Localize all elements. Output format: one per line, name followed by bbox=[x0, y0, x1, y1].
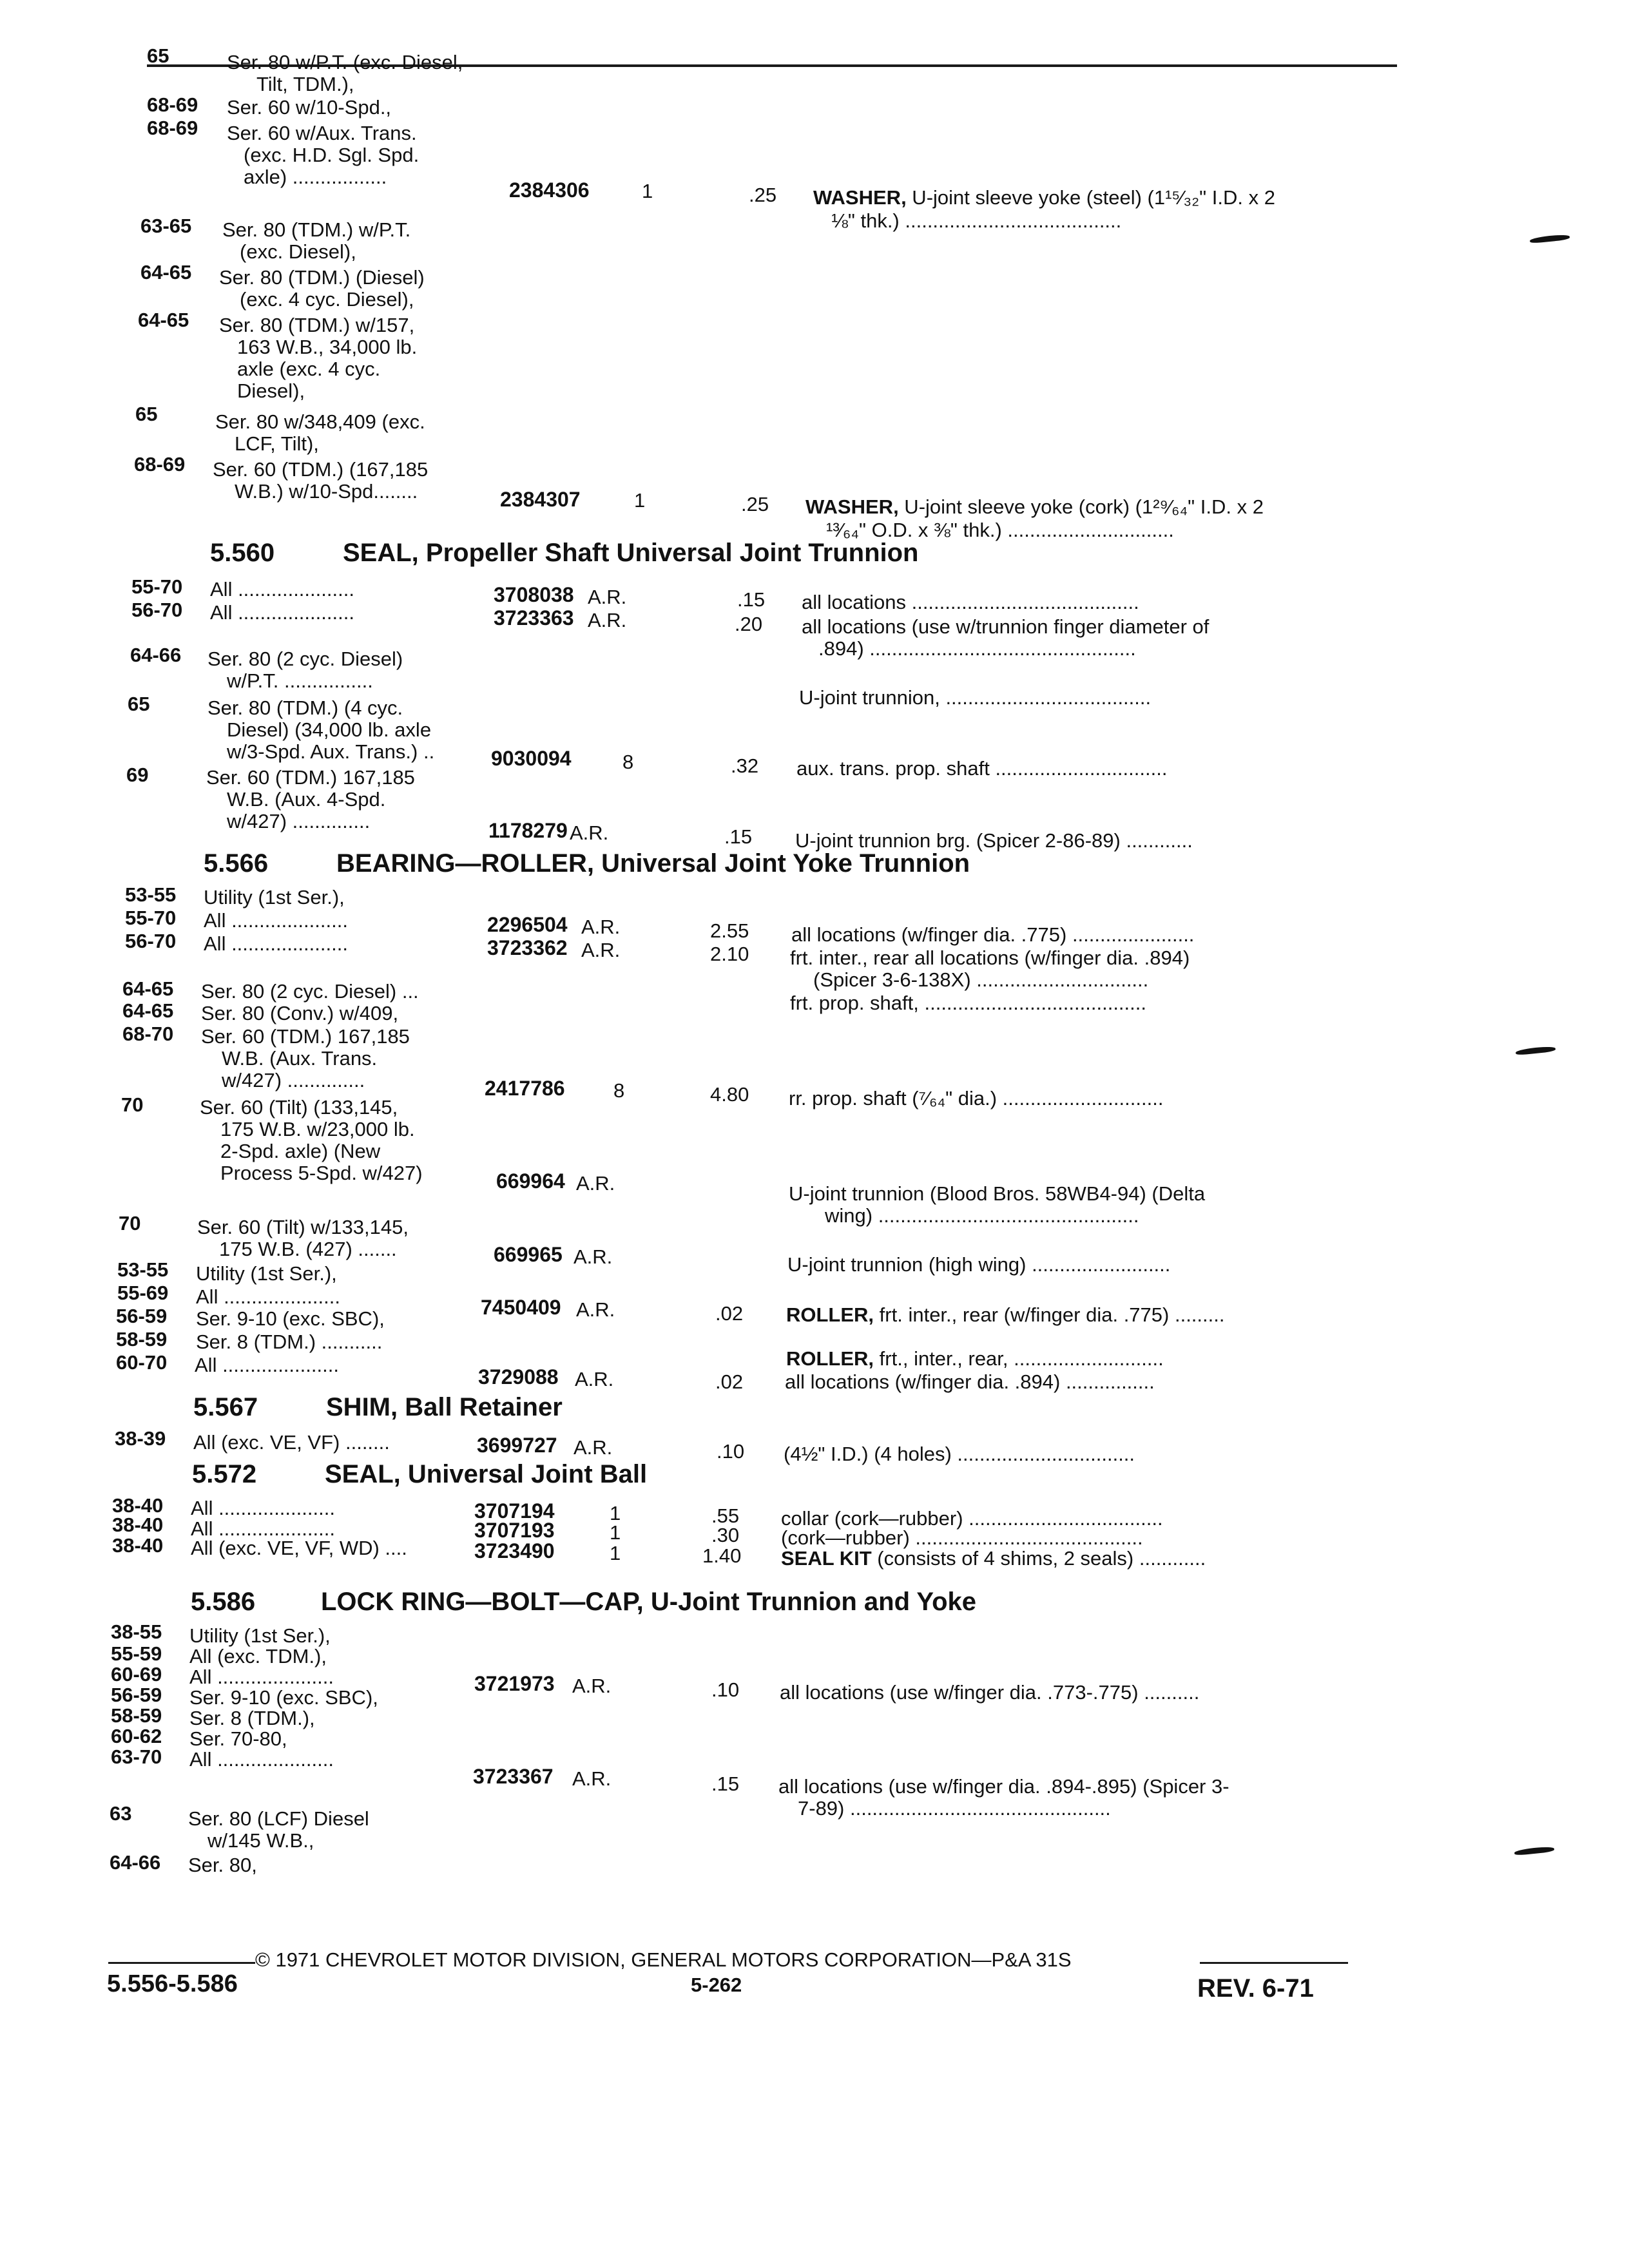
quantity: 8 bbox=[613, 1079, 625, 1102]
year-range: 64-66 bbox=[110, 1851, 161, 1874]
application-text: Process 5-Spd. w/427) bbox=[220, 1162, 423, 1184]
part-description: all locations (w/finger dia. .894) ................ bbox=[785, 1370, 1155, 1393]
year-range: 53-55 bbox=[117, 1258, 169, 1281]
price: .55 bbox=[711, 1504, 740, 1527]
part-number: 2384307 bbox=[500, 488, 581, 511]
price: .10 bbox=[717, 1440, 745, 1463]
application-text: Utility (1st Ser.), bbox=[189, 1624, 331, 1647]
margin-mark bbox=[1530, 234, 1570, 244]
application-text: LCF, Tilt), bbox=[235, 432, 319, 455]
part-description: (4½" I.D.) (4 holes) ................................ bbox=[784, 1443, 1135, 1465]
year-range: 60-70 bbox=[116, 1351, 168, 1374]
application-text: 175 W.B. (427) ....... bbox=[219, 1238, 397, 1260]
price: 2.55 bbox=[710, 919, 749, 942]
year-range: 53-55 bbox=[125, 883, 177, 906]
year-range: 64-65 bbox=[140, 261, 192, 284]
application-text: All ..................... bbox=[189, 1666, 334, 1688]
year-range: 64-65 bbox=[122, 977, 174, 1000]
price: .25 bbox=[749, 184, 777, 206]
price: .10 bbox=[711, 1678, 740, 1701]
year-range: 58-59 bbox=[111, 1704, 162, 1727]
year-range: 68-70 bbox=[122, 1023, 174, 1045]
application-text: (exc. 4 cyc. Diesel), bbox=[240, 288, 414, 311]
application-text: w/145 W.B., bbox=[207, 1829, 314, 1852]
price: .25 bbox=[741, 493, 769, 515]
part-description: .894) ................................................ bbox=[818, 637, 1136, 660]
part-number: 669964 bbox=[496, 1169, 565, 1193]
quantity: A.R. bbox=[575, 1368, 614, 1390]
application-text: Diesel) (34,000 lb. axle bbox=[227, 718, 432, 741]
application-text: w/427) .............. bbox=[227, 810, 371, 832]
section-heading: 5.566 BEARING—ROLLER, Universal Joint Yoke Trunnion bbox=[204, 849, 970, 878]
part-description: 7-89) ............................................... bbox=[798, 1797, 1111, 1820]
application-text: Ser. 60 (TDM.) (167,185 bbox=[213, 458, 429, 481]
year-range: 55-70 bbox=[125, 907, 177, 929]
part-number: 3708038 bbox=[494, 583, 574, 606]
application-text: All ..................... bbox=[210, 601, 354, 624]
application-text: Ser. 9-10 (exc. SBC), bbox=[196, 1307, 385, 1330]
part-description: (cork—rubber) ......................................... bbox=[781, 1526, 1143, 1549]
quantity: 8 bbox=[622, 751, 634, 773]
price: .02 bbox=[715, 1302, 744, 1325]
price: .30 bbox=[711, 1524, 740, 1546]
application-text: Ser. 60 (TDM.) 167,185 bbox=[206, 766, 415, 789]
application-text: (exc. H.D. Sgl. Spd. bbox=[244, 144, 419, 166]
part-number: 669965 bbox=[494, 1243, 563, 1266]
year-range: 55-59 bbox=[111, 1642, 162, 1665]
application-text: Ser. 80 w/P.T. (exc. Diesel, bbox=[227, 51, 463, 73]
application-text: All ..................... bbox=[191, 1497, 335, 1519]
part-description: ROLLER, frt., inter., rear, ........................... bbox=[786, 1347, 1164, 1370]
year-range: 70 bbox=[121, 1093, 144, 1116]
quantity: A.R. bbox=[570, 822, 609, 844]
part-description: wing) ............................................... bbox=[825, 1204, 1139, 1227]
quantity: A.R. bbox=[574, 1436, 613, 1459]
part-description: all locations (use w/trunnion finger diameter of bbox=[802, 615, 1210, 638]
application-text: Ser. 80 w/348,409 (exc. bbox=[215, 410, 425, 433]
year-range: 56-59 bbox=[111, 1684, 162, 1706]
application-text: Ser. 60 (Tilt) (133,145, bbox=[200, 1096, 398, 1119]
application-text: 175 W.B. w/23,000 lb. bbox=[220, 1118, 415, 1140]
year-range: 38-40 bbox=[112, 1514, 164, 1536]
year-range: 69 bbox=[126, 764, 149, 786]
application-text: w/427) .............. bbox=[222, 1069, 365, 1091]
quantity: A.R. bbox=[574, 1245, 613, 1268]
part-number: 3721973 bbox=[474, 1672, 555, 1695]
application-text: Ser. 80 (2 cyc. Diesel) bbox=[207, 648, 403, 670]
year-range: 64-65 bbox=[138, 309, 189, 331]
quantity: A.R. bbox=[576, 1172, 615, 1195]
year-range: 63-70 bbox=[111, 1745, 162, 1768]
quantity: A.R. bbox=[588, 586, 627, 608]
quantity: 1 bbox=[610, 1542, 621, 1564]
year-range: 65 bbox=[135, 403, 158, 425]
part-description: frt. inter., rear all locations (w/finger dia. .894) bbox=[790, 947, 1190, 969]
quantity: A.R. bbox=[581, 916, 621, 938]
year-range: 38-39 bbox=[115, 1427, 166, 1450]
application-text: W.B.) w/10-Spd........ bbox=[235, 480, 418, 503]
application-text: Utility (1st Ser.), bbox=[196, 1262, 337, 1285]
price: .32 bbox=[731, 754, 759, 777]
part-description: (Spicer 3-6-138X) ............................... bbox=[813, 968, 1149, 991]
part-description: all locations (use w/finger dia. .894-.895) (Spicer 3- bbox=[778, 1775, 1229, 1798]
application-text: All ..................... bbox=[195, 1354, 339, 1376]
application-text: w/3-Spd. Aux. Trans.) .. bbox=[227, 740, 435, 763]
part-description: U-joint trunnion brg. (Spicer 2-86-89) ............ bbox=[795, 829, 1193, 852]
application-text: All ..................... bbox=[210, 578, 354, 601]
quantity: A.R. bbox=[588, 609, 627, 631]
year-range: 56-59 bbox=[116, 1305, 168, 1327]
year-range: 70 bbox=[119, 1212, 141, 1235]
application-text: All (exc. VE, VF, WD) .... bbox=[191, 1537, 407, 1559]
section-heading: 5.572 SEAL, Universal Joint Ball bbox=[192, 1460, 648, 1488]
application-text: All ..................... bbox=[204, 909, 348, 932]
part-number: 7450409 bbox=[481, 1296, 561, 1319]
application-text: Tilt, TDM.), bbox=[256, 73, 354, 95]
part-description: aux. trans. prop. shaft ............................... bbox=[796, 757, 1168, 780]
year-range: 38-40 bbox=[112, 1534, 164, 1557]
part-description: ⅛" thk.) ....................................... bbox=[831, 209, 1122, 232]
revision-label: REV. 6-71 bbox=[1197, 1974, 1314, 2003]
part-description: rr. prop. shaft (⁷⁄₆₄" dia.) ............................. bbox=[789, 1087, 1164, 1110]
year-range: 56-70 bbox=[131, 599, 183, 621]
application-text: All ..................... bbox=[189, 1748, 334, 1771]
year-range: 68-69 bbox=[134, 453, 186, 476]
year-range: 38-40 bbox=[112, 1494, 164, 1517]
quantity: 1 bbox=[642, 180, 653, 202]
year-range: 55-70 bbox=[131, 575, 183, 598]
year-range: 65 bbox=[147, 44, 169, 67]
part-description: all locations (use w/finger dia. .773-.775) .......... bbox=[780, 1681, 1200, 1704]
year-range: 56-70 bbox=[125, 930, 177, 952]
section-heading: 5.560 SEAL, Propeller Shaft Universal Joint Trunnion bbox=[210, 539, 919, 567]
application-text: W.B. (Aux. 4-Spd. bbox=[227, 788, 386, 811]
application-text: Ser. 8 (TDM.) ........... bbox=[196, 1331, 383, 1353]
year-range: 68-69 bbox=[147, 117, 198, 139]
application-text: Ser. 80 (LCF) Diesel bbox=[188, 1807, 369, 1830]
application-text: Utility (1st Ser.), bbox=[204, 886, 345, 908]
part-description: ¹³⁄₆₄" O.D. x ⅜" thk.) .............................. bbox=[826, 519, 1174, 541]
price: .02 bbox=[715, 1370, 744, 1393]
price: 2.10 bbox=[710, 943, 749, 965]
part-description: U-joint trunnion (Blood Bros. 58WB4-94) (Delta bbox=[789, 1182, 1206, 1205]
year-range: 55-69 bbox=[117, 1282, 169, 1304]
application-text: All ..................... bbox=[191, 1517, 335, 1540]
year-range: 63 bbox=[110, 1802, 132, 1825]
application-text: axle (exc. 4 cyc. bbox=[237, 358, 381, 380]
part-number: 3729088 bbox=[478, 1365, 559, 1389]
application-text: Ser. 60 (Tilt) w/133,145, bbox=[197, 1216, 409, 1238]
price: 1.40 bbox=[702, 1544, 742, 1567]
price: .15 bbox=[737, 588, 766, 611]
part-number: 1178279 bbox=[488, 819, 568, 842]
application-text: All (exc. TDM.), bbox=[189, 1645, 327, 1667]
year-range: 60-69 bbox=[111, 1663, 162, 1686]
application-text: Ser. 80 (TDM.) (Diesel) bbox=[219, 266, 425, 289]
application-text: Ser. 80 (2 cyc. Diesel) ... bbox=[201, 980, 419, 1003]
quantity: A.R. bbox=[572, 1767, 612, 1790]
application-text: All ..................... bbox=[196, 1285, 340, 1308]
margin-mark bbox=[1514, 1846, 1555, 1856]
part-description: all locations (w/finger dia. .775) ...................... bbox=[791, 923, 1195, 946]
part-description: collar (cork—rubber) ................................... bbox=[781, 1507, 1163, 1530]
year-range: 38-55 bbox=[111, 1620, 162, 1643]
part-number: 3723367 bbox=[473, 1765, 554, 1788]
application-text: axle) ................. bbox=[244, 166, 387, 188]
part-description: SEAL KIT (consists of 4 shims, 2 seals) ............ bbox=[781, 1547, 1206, 1570]
application-text: Ser. 60 (TDM.) 167,185 bbox=[201, 1025, 410, 1048]
application-text: w/P.T. ................ bbox=[227, 669, 373, 692]
part-number: 3723363 bbox=[494, 606, 574, 629]
part-description: WASHER, U-joint sleeve yoke (steel) (1¹⁵⁄₃₂" I.D. x 2 bbox=[813, 186, 1275, 209]
application-text: All (exc. VE, VF) ........ bbox=[193, 1431, 390, 1454]
year-range: 64-65 bbox=[122, 999, 174, 1022]
quantity: 1 bbox=[634, 489, 646, 512]
application-text: Ser. 80 (TDM.) w/P.T. bbox=[222, 218, 411, 241]
application-text: Ser. 70-80, bbox=[189, 1727, 287, 1750]
page-number: 5-262 bbox=[691, 1974, 742, 1996]
quantity: 1 bbox=[610, 1521, 621, 1544]
section-heading: 5.567 SHIM, Ball Retainer bbox=[193, 1393, 563, 1421]
part-number: 3723362 bbox=[487, 936, 568, 959]
year-range: 63-65 bbox=[140, 215, 192, 237]
part-number: 2296504 bbox=[487, 913, 568, 936]
price: .15 bbox=[711, 1773, 740, 1795]
year-range: 58-59 bbox=[116, 1328, 168, 1350]
application-text: Ser. 80 (TDM.) (4 cyc. bbox=[207, 697, 403, 719]
part-number: 2417786 bbox=[485, 1077, 565, 1100]
section-range: 5.556-5.586 bbox=[107, 1970, 238, 1997]
price: .15 bbox=[724, 825, 753, 848]
application-text: 163 W.B., 34,000 lb. bbox=[237, 336, 418, 358]
application-text: Ser. 60 w/10-Spd., bbox=[227, 96, 392, 119]
application-text: Ser. 9-10 (exc. SBC), bbox=[189, 1686, 378, 1709]
price: 4.80 bbox=[710, 1083, 749, 1106]
part-number: 9030094 bbox=[491, 747, 572, 770]
footer-rule bbox=[1200, 1962, 1348, 1964]
application-text: (exc. Diesel), bbox=[240, 240, 356, 263]
application-text: Ser. 60 w/Aux. Trans. bbox=[227, 122, 417, 144]
quantity: A.R. bbox=[572, 1675, 612, 1697]
part-number: 3699727 bbox=[477, 1434, 557, 1457]
part-description: ROLLER, frt. inter., rear (w/finger dia. .775) ......... bbox=[786, 1303, 1225, 1326]
application-text: Ser. 80 (TDM.) w/157, bbox=[219, 314, 415, 336]
year-range: 60-62 bbox=[111, 1725, 162, 1747]
application-text: 2-Spd. axle) (New bbox=[220, 1140, 381, 1162]
section-heading: 5.586 LOCK RING—BOLT—CAP, U-Joint Trunnion and Yoke bbox=[191, 1588, 977, 1616]
quantity: A.R. bbox=[581, 939, 621, 961]
part-description: U-joint trunnion, ..................................... bbox=[799, 686, 1152, 709]
copyright-line: © 1971 CHEVROLET MOTOR DIVISION, GENERAL MOTORS CORPORATION—P&A 31S bbox=[255, 1948, 1072, 1971]
application-text: Ser. 80, bbox=[188, 1854, 257, 1876]
part-number: 3723490 bbox=[474, 1539, 555, 1562]
part-number: 3707193 bbox=[474, 1519, 555, 1542]
application-text: W.B. (Aux. Trans. bbox=[222, 1047, 378, 1070]
quantity: 1 bbox=[610, 1502, 621, 1524]
year-range: 65 bbox=[128, 693, 150, 715]
part-description: frt. prop. shaft, ........................................ bbox=[790, 992, 1146, 1014]
year-range: 64-66 bbox=[130, 644, 182, 666]
application-text: Diesel), bbox=[237, 380, 305, 402]
application-text: Ser. 80 (Conv.) w/409, bbox=[201, 1002, 399, 1024]
application-text: Ser. 8 (TDM.), bbox=[189, 1707, 315, 1729]
footer-rule bbox=[108, 1962, 255, 1964]
part-description: WASHER, U-joint sleeve yoke (cork) (1²⁹⁄₆₄" I.D. x 2 bbox=[805, 495, 1264, 518]
part-number: 3707194 bbox=[474, 1499, 555, 1523]
quantity: A.R. bbox=[576, 1298, 615, 1321]
margin-mark bbox=[1516, 1046, 1556, 1055]
part-description: all locations ......................................... bbox=[802, 591, 1139, 613]
part-number: 2384306 bbox=[509, 178, 590, 202]
part-description: U-joint trunnion (high wing) ......................... bbox=[787, 1253, 1171, 1276]
year-range: 68-69 bbox=[147, 93, 198, 116]
application-text: All ..................... bbox=[204, 932, 348, 955]
price: .20 bbox=[735, 613, 763, 635]
